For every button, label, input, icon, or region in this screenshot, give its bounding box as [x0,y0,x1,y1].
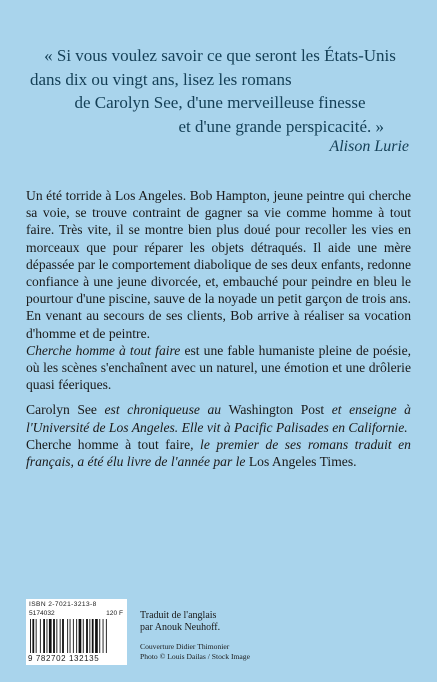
author-bio [26,401,411,435]
cover-credit: Couverture Didier Thimonier [140,642,230,651]
barcode-bar [30,619,31,653]
award-newspaper: Los Angeles Times [248,454,354,470]
award-end: . [353,454,357,470]
photo-credit: Photo © Louis Dailas / Stock Image [140,652,250,661]
barcode-bar [89,619,90,653]
award-book-title: Cherche homme à tout faire [26,436,191,452]
barcode-icon [29,619,124,653]
product-code: 5174032 [29,610,55,617]
translator: par Anouk Neuhoff. [140,622,221,633]
barcode-bar [60,619,61,653]
summary-paragraph-2 [26,342,411,394]
barcode-bar [99,619,100,653]
barcode-bar [83,619,84,653]
barcode-bar [36,619,37,653]
barcode-bar [86,619,88,653]
barcode-bar [73,619,74,653]
author-bio-text-1: est chroniqueuse au [96,402,229,418]
barcode-bar [32,619,34,653]
barcode-bar [49,619,52,653]
back-cover-text [26,187,411,470]
barcode-bar [103,619,104,653]
summary-paragraph-2-text: est une fable humaniste pleine de poésie, où les scènes s'enchaînent avec un naturel, une émotion et une drôlerie quasi féeriques. [26,342,412,393]
blurb-quote [26,44,414,138]
barcode-digits: 9 782702 132135 [28,654,100,663]
award-sentence [26,436,411,470]
cover-credits [140,642,250,662]
barcode-bar [40,619,41,653]
summary-paragraph: Un été torride à Los Angeles. Bob Hampton, jeune peintre qui cherche sa voie, se trouve contraint de gagner sa vie comme homme à tout faire. Très vite, il se montre bien plus doué pour recoller les vies en morceaux que pour réparer les objets détraqués. Il aide une mère dépassée par le comportement diabolique de ses deux enfants, redonne confiance à une jeune divorcée, et, embauché pour peindre en bleu le pourtour d'une piscine, sauve de la noyade un petit garçon de trois ans. En venant au secours de ses clients, Bob arrive à réaliser sa vocation d'homme et de peintre. [26,188,411,341]
newspaper-name: Washington Post [228,402,325,418]
author-bio-text-2: et enseigne à l'Université de Los Angeles. Elle vit à Pacific Palisades en Californie. [26,402,411,435]
barcode-bar [92,619,94,653]
quote-line-2: dans dix ou vingt ans, lisez les romans [30,69,292,89]
quote-line-3: de Carolyn See, d'une merveilleuse finesse [74,93,366,112]
barcode-bar [67,619,68,653]
barcode-bar [56,619,57,653]
barcode-bar [62,619,64,653]
award-text: , le premier de ses romans traduit en français, a été élu livre de l'année par le [26,436,411,470]
quote-author: Alison Lurie [329,138,409,155]
barcode-bar [79,619,82,653]
translation-line-1: Traduit de l'anglais [140,610,217,621]
quote-line-4: et d'une grande perspicacité. » [178,116,384,136]
isbn: ISBN 2-7021-3213-8 [29,601,97,608]
barcode-label [26,599,127,665]
author-name: Carolyn See [26,402,97,418]
book-title: Cherche homme à tout faire [26,342,181,358]
barcode-bar [53,619,55,653]
quote-line-1: « Si vous voulez savoir ce que seront les États-Unis [44,46,396,65]
barcode-bar [76,619,77,653]
barcode-bar [70,619,71,653]
barcode-bar [106,619,107,653]
barcode-bar [47,619,48,653]
price: 120 F [106,610,123,617]
translation-credit [140,610,220,634]
barcode-bar [43,619,45,653]
barcode-bar [95,619,98,653]
